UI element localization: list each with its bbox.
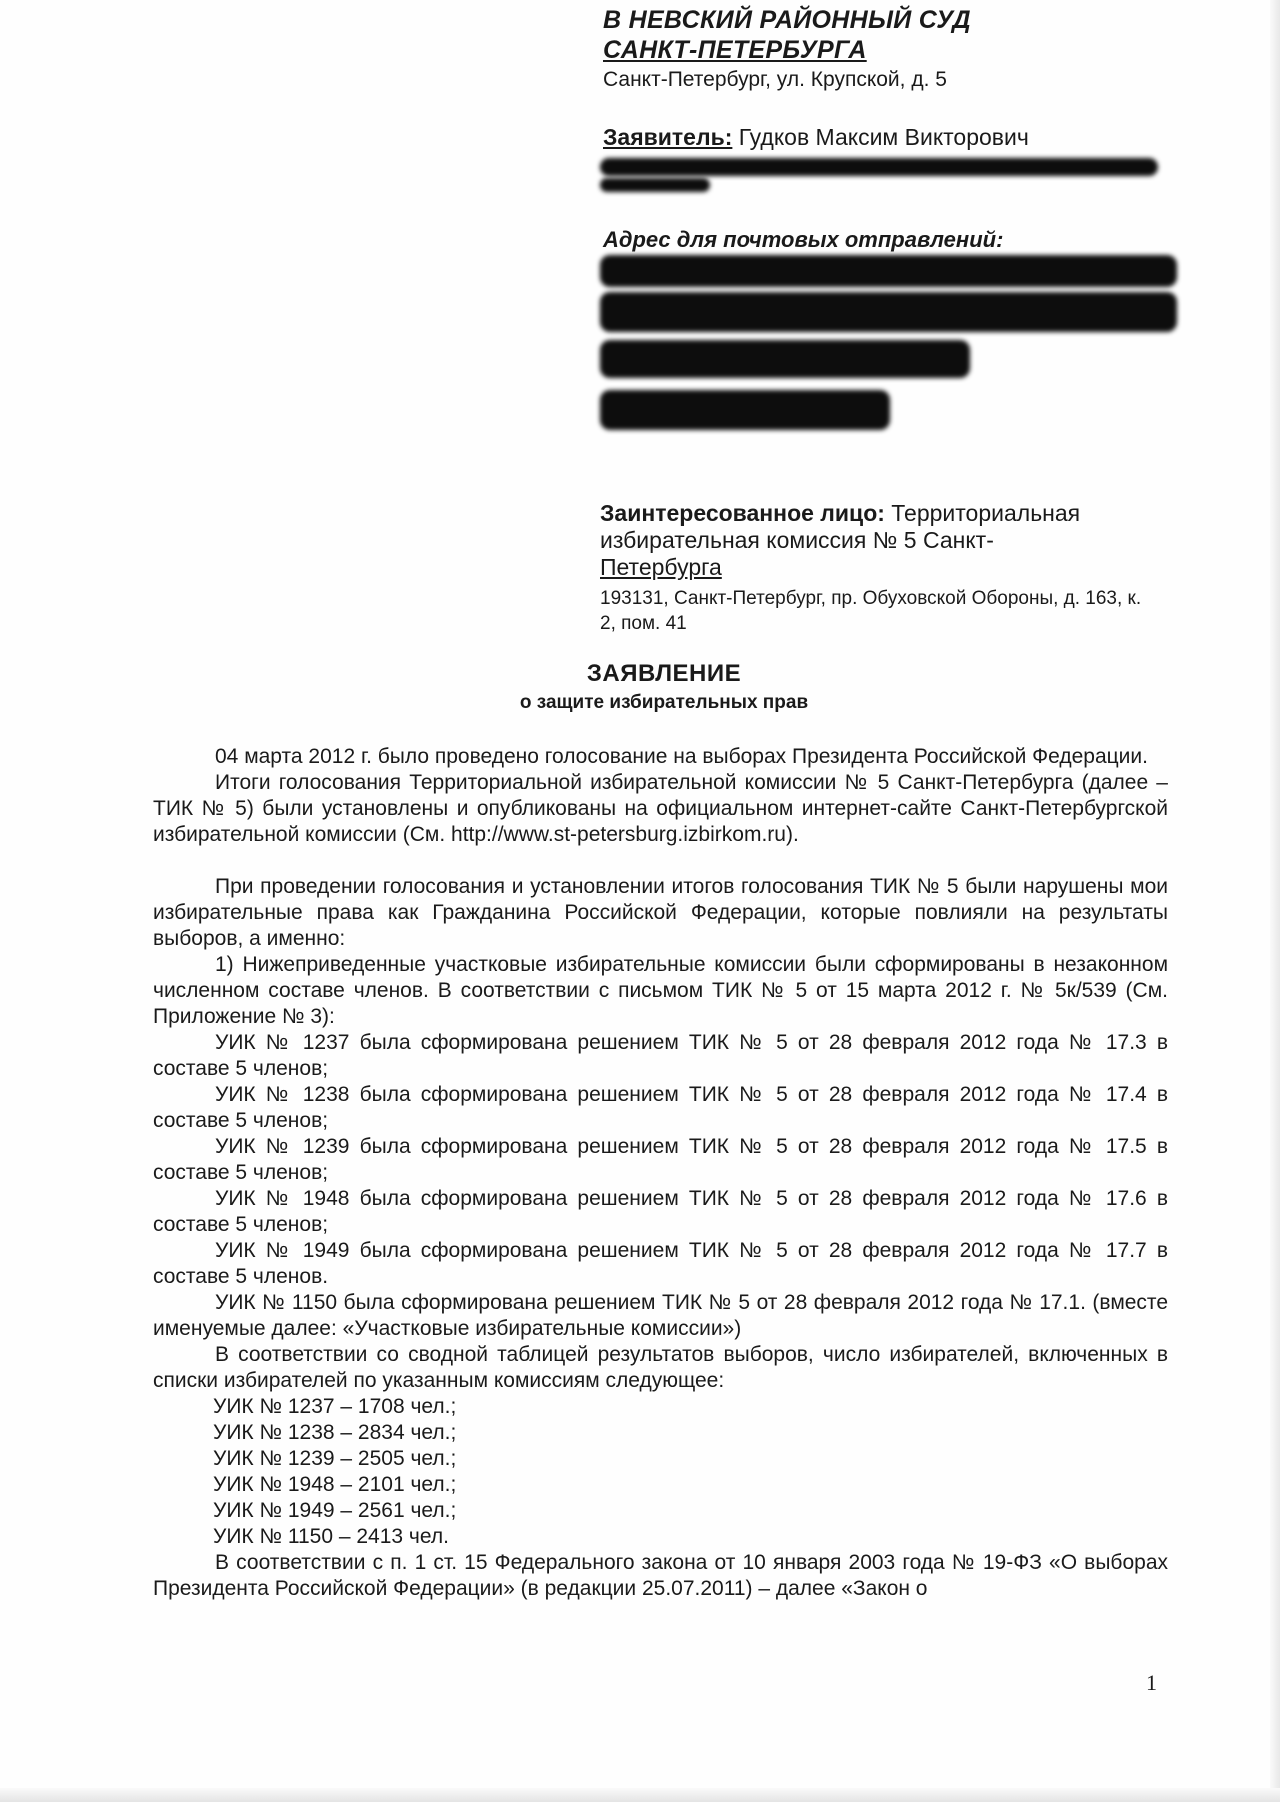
applicant-label: Заявитель: xyxy=(603,124,733,150)
paragraph: В соответствии со сводной таблицей результатов выборов, число избирателей, включенных в списки избирателей по указанным комиссиям следующее: xyxy=(153,1343,1168,1392)
redaction-bar xyxy=(600,340,970,378)
redaction-bar xyxy=(600,292,1177,332)
scan-edge xyxy=(1270,0,1280,1802)
uik-paragraph: УИК № 1949 была сформирована решением ТИК № 5 от 28 февраля 2012 года № 17.7 в составе 5 членов. xyxy=(153,1239,1168,1288)
interested-party-name-part2: избирательная комиссия № 5 Санкт- xyxy=(600,527,994,553)
interested-party-label: Заинтересованное лицо: xyxy=(600,500,885,526)
applicant xyxy=(603,124,1163,151)
voter-count-item: УИК № 1239 – 2505 чел.; xyxy=(213,1447,457,1470)
uik-paragraph: УИК № 1239 была сформирована решением ТИК № 5 от 28 февраля 2012 года № 17.5 в составе 5 членов; xyxy=(153,1135,1168,1184)
voter-count-item: УИК № 1238 – 2834 чел.; xyxy=(213,1421,457,1444)
interested-party-name-part1: Территориальная xyxy=(891,500,1081,526)
scan-edge xyxy=(0,1788,1280,1802)
redaction-bar xyxy=(600,390,890,430)
interested-party xyxy=(600,500,1160,581)
uik-paragraph: УИК № 1237 была сформирована решением ТИК № 5 от 28 февраля 2012 года № 17.3 в составе 5 членов; xyxy=(153,1031,1168,1080)
paragraph: В соответствии с п. 1 ст. 15 Федерального закона от 10 января 2003 года № 19-ФЗ «О выборах Президента Российской Федерации» (в редакции 25.07.2011) – далее «Закон о xyxy=(153,1551,1168,1600)
applicant-name: Гудков Максим Викторович xyxy=(738,124,1029,150)
interested-party-address: 193131, Санкт-Петербург, пр. Обуховской Обороны, д. 163, к. 2, пом. 41 xyxy=(600,588,1142,634)
interested-party-name-part3: Петербурга xyxy=(600,554,722,580)
uik-paragraph: УИК № 1150 была сформирована решением ТИК № 5 от 28 февраля 2012 года № 17.1. (вместе именуемые далее: «Участковые избирательные комиссии») xyxy=(153,1291,1168,1340)
document-subtitle: о защите избирательных прав xyxy=(519,692,809,713)
page-number: 1 xyxy=(1146,1670,1157,1695)
uik-paragraph: УИК № 1238 была сформирована решением ТИК № 5 от 28 февраля 2012 года № 17.4 в составе 5 членов; xyxy=(153,1083,1168,1132)
court-address: Санкт-Петербург, ул. Крупской, д. 5 xyxy=(603,68,947,91)
document-body xyxy=(153,744,1168,1602)
paragraph: 04 марта 2012 г. было проведено голосование на выборах Президента Российской Федерации. xyxy=(215,745,1148,768)
uik-paragraph: УИК № 1948 была сформирована решением ТИК № 5 от 28 февраля 2012 года № 17.6 в составе 5 членов; xyxy=(153,1187,1168,1236)
redaction-bar xyxy=(600,255,1177,287)
voter-count-item: УИК № 1150 – 2413 чел. xyxy=(213,1525,449,1548)
court-name-line1: В НЕВСКИЙ РАЙОННЫЙ СУД xyxy=(603,6,971,34)
court-name-line2: САНКТ-ПЕТЕРБУРГА xyxy=(603,36,867,64)
voter-count-item: УИК № 1948 – 2101 чел.; xyxy=(213,1473,457,1496)
redaction-bar xyxy=(600,178,710,192)
voter-count-item: УИК № 1949 – 2561 чел.; xyxy=(213,1499,457,1522)
paragraph: 1) Нижеприведенные участковые избирательные комиссии были сформированы в незаконном численном составе членов. В соответствии с письмом ТИК № 5 от 15 марта 2012 г. № 5к/539 (См. Приложение № 3): xyxy=(153,953,1168,1028)
document-title: ЗАЯВЛЕНИЕ xyxy=(586,660,742,687)
redaction-bar xyxy=(600,158,1158,176)
mail-address-label: Адрес для почтовых отправлений: xyxy=(603,227,1004,252)
paragraph: Итоги голосования Территориальной избирательной комиссии № 5 Санкт-Петербурга (далее – ТИК № 5) были установлены и опубликованы на официальном интернет-сайте Санкт-Петербургской избирательной комиссии (См. http://www.st-petersburg.izbirkom.ru). xyxy=(153,771,1168,846)
voter-count-item: УИК № 1237 – 1708 чел.; xyxy=(213,1395,457,1418)
paragraph: При проведении голосования и установлении итогов голосования ТИК № 5 были нарушены мои избирательные права как Гражданина Российской Федерации, которые повлияли на результаты выборов, а именно: xyxy=(153,875,1168,950)
